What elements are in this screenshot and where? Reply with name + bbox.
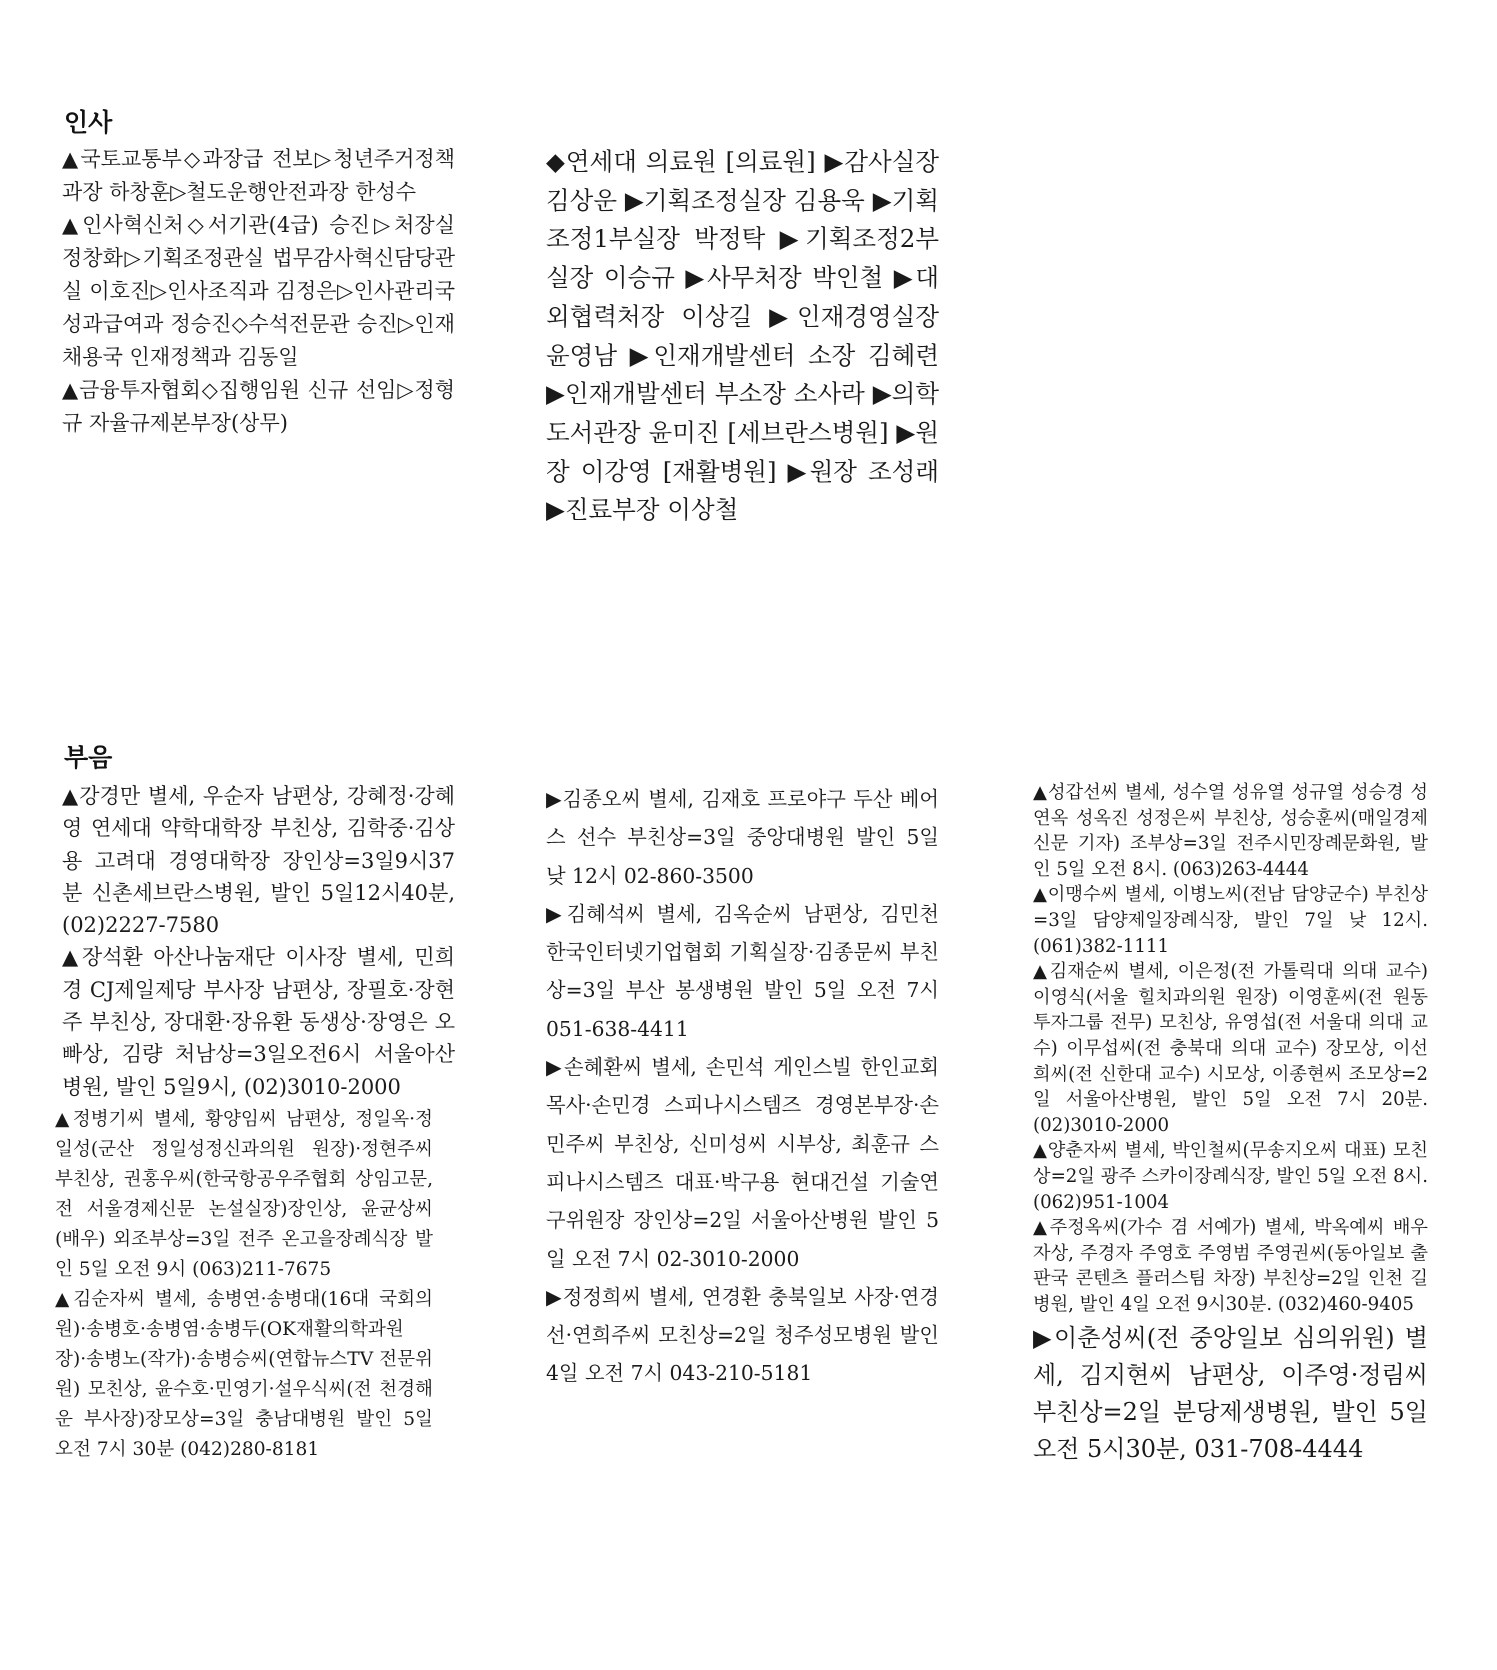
bueum-heading: 부음	[64, 743, 113, 772]
bueum-column-3	[1033, 780, 1428, 1317]
insa-yonsei-entry: ◆연세대 의료원 [의료원] ▶감사실장 김상운 ▶기획조정실장 김용욱 ▶기획조정1부실장 박정탁 ▶기획조정2부실장 이승규 ▶사무처장 박인철 ▶대외협력처장 이상길 ▶인재경영실장 윤영남 ▶인재개발센터 소장 김혜련 ▶인재개발센터 부소장 소사라 ▶의학도서관장 윤미진 [세브란스병원] ▶원장 이강영 [재활병원] ▶원장 조성래 ▶진료부장 이상철	[546, 147, 939, 525]
obituary-entry: ▲성갑선씨 별세, 성수열 성유열 성규열 성승경 성연옥 성옥진 성정은씨 부친상, 성승훈씨(매일경제신문 기자) 조부상=3일 전주시민장례문화원, 발인 5일 오전 8시. (063)263-4444	[1033, 782, 1428, 880]
obituary-entry: ▲이맹수씨 별세, 이병노씨(전남 담양군수) 부친상=3일 담양제일장례식장, 발인 7일 낮 12시. (061)382-1111	[1033, 884, 1428, 957]
insa-entry: ▲금융투자협회◇집행임원 신규 선임▷정형규 자율규제본부장(상무)	[62, 378, 455, 435]
bueum-column-2	[546, 780, 939, 1393]
insa-heading: 인사	[64, 108, 113, 137]
insa-entry: ▲국토교통부◇과장급 전보▷청년주거정책과장 하창훈▷철도운행안전과장 한성수	[62, 147, 455, 204]
obituary-entry: ▲양춘자씨 별세, 박인철씨(무송지오씨 대표) 모친상=2일 광주 스카이장례식장, 발인 5일 오전 8시. (062)951-1004	[1033, 1140, 1428, 1213]
obituary-entry: ▶이춘성씨(전 중앙일보 심의위원) 별세, 김지현씨 남편상, 이주영·정림씨 부친상=2일 분당제생병원, 발인 5일 오전 5시30분, 031-708-4444	[1033, 1324, 1428, 1463]
obituary-entry: ▶정정희씨 별세, 연경환 충북일보 사장·연경선·연희주씨 모친상=2일 청주성모병원 발인 4일 오전 7시 043-210-5181	[546, 1284, 939, 1386]
obituary-entry: ▶김혜석씨 별세, 김옥순씨 남편상, 김민천 한국인터넷기업협회 기획실장·김종문씨 부친상=3일 부산 봉생병원 발인 5일 오전 7시 051-638-4411	[546, 901, 939, 1041]
insa-column-2	[546, 143, 939, 530]
obituary-entry: ▲장석환 아산나눔재단 이사장 별세, 민희경 CJ제일제당 부사장 남편상, 장필호·장현주 부친상, 장대환·장유환 동생상·장영은 오빠상, 김량 처남상=3일오전6시 서울아산병원, 발인 5일9시, (02)3010-2000	[62, 945, 455, 1099]
obituary-entry: ▶손혜환씨 별세, 손민석 게인스빌 한인교회 목사·손민경 스피나시스템즈 경영본부장·손민주씨 부친상, 신미성씨 시부상, 최훈규 스피나시스템즈 대표·박구용 현대건설 기술연구위원장 장인상=2일 서울아산병원 발인 5일 오전 7시 02-3010-2000	[546, 1055, 940, 1271]
bueum-column-1-small	[55, 1105, 433, 1465]
insa-column-1	[62, 143, 455, 440]
obituary-entry: ▲김순자씨 별세, 송병연·송병대(16대 국회의원)·송병호·송병염·송병두(OK재활의학과원장)·송병노(작가)·송병승씨(연합뉴스TV 전문위원) 모친상, 윤수호·민영기·설우식씨(전 천경해운 부사장)장모상=3일 충남대병원 발인 5일 오전 7시 30분 (042)280-8181	[55, 1289, 433, 1460]
obituary-entry: ▲주정옥씨(가수 겸 서예가) 별세, 박옥예씨 배우자상, 주경자 주영호 주영범 주영권씨(동아일보 출판국 콘텐츠 플러스팀 차장) 부친상=2일 인천 길병원, 발인 4일 오전 9시30분. (032)460-9405	[1033, 1217, 1428, 1315]
obituary-entry: ▲정병기씨 별세, 황양임씨 남편상, 정일옥·정일성(군산 정일성정신과의원 원장)·정현주씨 부친상, 권홍우씨(한국항공우주협회 상임고문, 전 서울경제신문 논설실장)장인상, 윤균상씨(배우) 외조부상=3일 전주 온고을장례식장 발인 5일 오전 9시 (063)211-7675	[55, 1109, 433, 1280]
bueum-column-3-large	[1033, 1320, 1428, 1468]
obituary-entry: ▲강경만 별세, 우순자 남편상, 강혜정·강혜영 연세대 약학대학장 부친상, 김학중·김상용 고려대 경영대학장 장인상=3일9시37분 신촌세브란스병원, 발인 5일12시40분, (02)2227-7580	[62, 784, 455, 938]
bueum-column-1	[62, 780, 455, 1103]
obituary-entry: ▲김재순씨 별세, 이은정(전 가톨릭대 의대 교수) 이영식(서울 힐치과의원 원장) 이영훈씨(전 원동투자그룹 전무) 모친상, 유영섭(전 서울대 의대 교수) 이무섭씨(전 충북대 의대 교수) 장모상, 이선희씨(전 신한대 교수) 시모상, 이종현씨 조모상=2일 서울아산병원, 발인 5일 오전 7시 20분. (02)3010-2000	[1033, 961, 1428, 1136]
obituary-entry: ▶김종오씨 별세, 김재호 프로야구 두산 베어스 선수 부친상=3일 중앙대병원 발인 5일 낮 12시 02-860-3500	[546, 787, 939, 888]
insa-entry: ▲인사혁신처◇서기관(4급) 승진▷처장실 정창화▷기획조정관실 법무감사혁신담당관실 이호진▷인사조직과 김정은▷인사관리국 성과급여과 정승진◇수석전문관 승진▷인재채용국 인재정책과 김동일	[62, 213, 455, 369]
